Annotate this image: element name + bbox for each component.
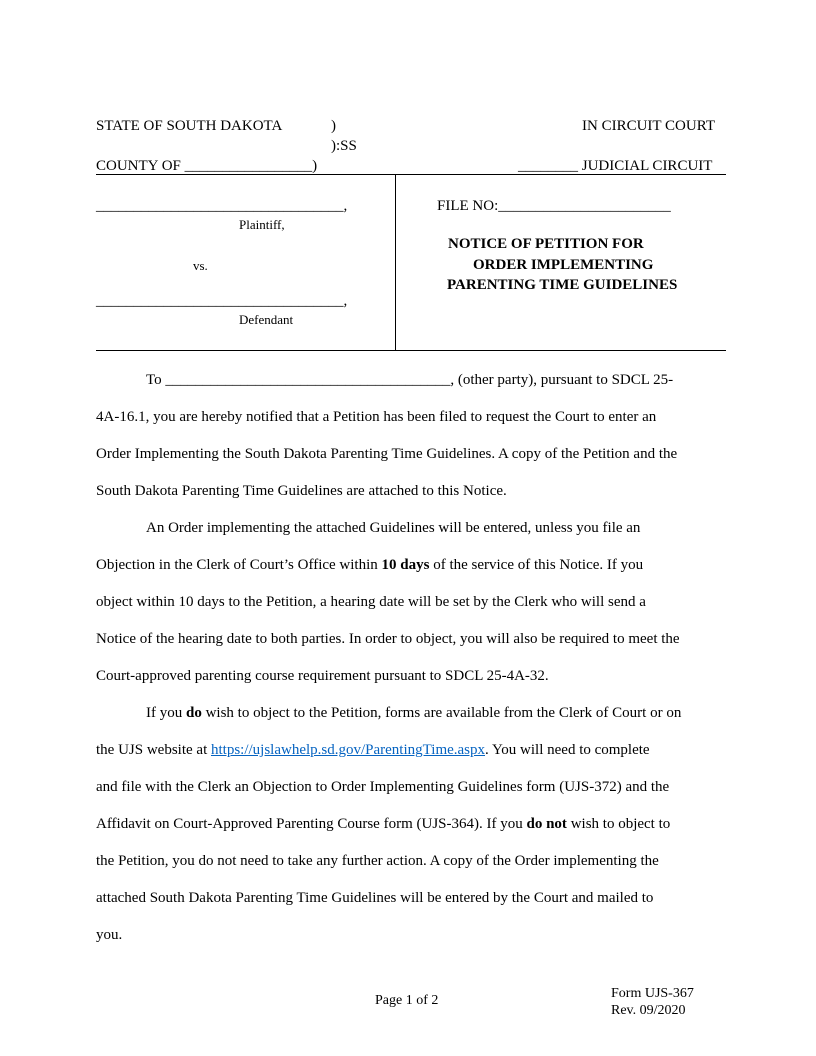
- parenting-time-link[interactable]: https://ujslawhelp.sd.gov/ParentingTime.aspx: [210, 742, 486, 758]
- court-label: IN CIRCUIT COURT: [582, 118, 715, 134]
- p2-line-1: An Order implementing the attached Guidelines will be entered, unless you file an: [146, 520, 641, 536]
- caption-paren: ): [331, 118, 336, 134]
- state-label: STATE OF SOUTH DAKOTA: [96, 118, 283, 134]
- p2-line-3: object within 10 days to the Petition, a hearing date will be set by the Clerk who will send a: [96, 594, 646, 610]
- p3-line-2: the UJS website at https://ujslawhelp.sd.gov/ParentingTime.aspx. You will need to complete: [96, 742, 650, 758]
- p1-line-1: To ______________________________________, (other party), pursuant to SDCL 25-: [146, 372, 674, 388]
- plaintiff-label: Plaintiff,: [239, 217, 285, 232]
- caption-divider: [395, 174, 396, 350]
- caption-bottom-rule: [96, 350, 726, 351]
- ss-label: ):SS: [331, 138, 357, 154]
- vs-label: vs.: [193, 258, 208, 273]
- p3-line-7: you.: [96, 927, 123, 943]
- p3-line-6: attached South Dakota Parenting Time Guidelines will be entered by the Court and mailed to: [96, 890, 654, 906]
- p2-line-2: Objection in the Clerk of Court’s Office within 10 days of the service of this Notice. If you: [96, 557, 644, 573]
- title-line-3: PARENTING TIME GUIDELINES: [447, 277, 678, 293]
- p3-line-5: the Petition, you do not need to take any further action. A copy of the Order implementing the: [96, 853, 659, 869]
- file-no-field[interactable]: FILE NO:_______________________: [437, 198, 671, 214]
- p3-line-1: If you do wish to object to the Petition, forms are available from the Clerk of Court or on: [146, 705, 682, 721]
- form-number: Form UJS-367: [611, 986, 694, 1001]
- county-label: COUNTY OF _________________): [96, 158, 318, 174]
- page-number: Page 1 of 2: [375, 993, 439, 1008]
- p1-line-2: 4A-16.1, you are hereby notified that a Petition has been filed to request the Court to enter an: [96, 409, 657, 425]
- judicial-circuit-label: ________ JUDICIAL CIRCUIT: [518, 158, 713, 174]
- plaintiff-name-field[interactable]: _________________________________,: [96, 198, 348, 214]
- defendant-label: Defendant: [239, 312, 294, 327]
- caption-top-rule: [96, 174, 726, 175]
- ten-days-emphasis: 10 days: [381, 557, 430, 573]
- title-line-2: ORDER IMPLEMENTING: [473, 257, 654, 273]
- p2-line-4: Notice of the hearing date to both parties. In order to object, you will also be required to meet the: [96, 631, 680, 647]
- p1-line-3: Order Implementing the South Dakota Parenting Time Guidelines. A copy of the Petition and the: [96, 446, 678, 462]
- title-line-1: NOTICE OF PETITION FOR: [448, 236, 644, 252]
- p2-line-5: Court-approved parenting course requirement pursuant to SDCL 25-4A-32.: [96, 668, 549, 684]
- defendant-name-field[interactable]: _________________________________,: [96, 293, 348, 309]
- do-not-emphasis: do not: [526, 816, 567, 832]
- p3-line-3: and file with the Clerk an Objection to Order Implementing Guidelines form (UJS-372) and the: [96, 779, 670, 795]
- revision-date: Rev. 09/2020: [611, 1003, 686, 1018]
- p1-line-4: South Dakota Parenting Time Guidelines are attached to this Notice.: [96, 483, 507, 499]
- p3-line-4: Affidavit on Court-Approved Parenting Course form (UJS-364). If you do not wish to object to: [96, 816, 671, 832]
- do-emphasis: do: [186, 705, 202, 721]
